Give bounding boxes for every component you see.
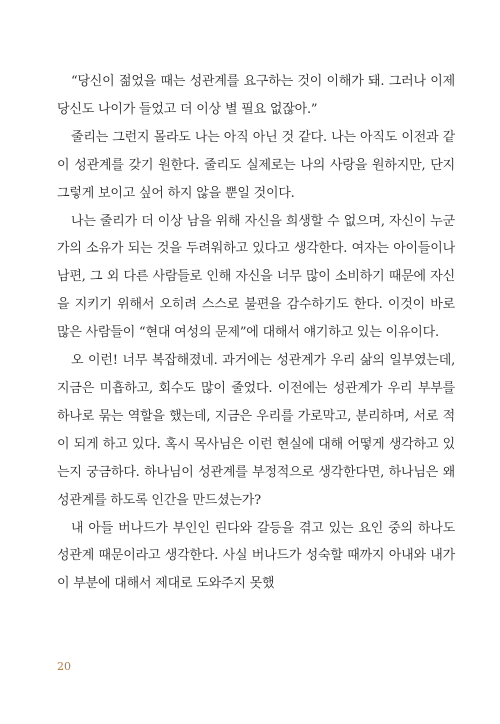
paragraph: 나는 줄리가 더 이상 남을 위해 자신을 희생할 수 없으며, 자신이 누군가의 소유가 되는 것을 두려워하고 있다고 생각한다. 여자는 아이들이나 남편, 그 외 다른 사람들로 인해 자신을 너무 많이 소비하기 때문에 자신을 지키기 위해서 오히려 스스로 불편을 감수하기도 한다. 이것이 바로 많은 사람들이 “현대 여성의 문제”에 대해서 얘기하고 있는 이유이다. [57,213,455,341]
paragraph: “당신이 젊었을 때는 성관계를 요구하는 것이 이해가 돼. 그러나 이제 당신도 나이가 들었고 더 이상 별 필요 없잖아.” [57,74,455,117]
paragraph: 줄리는 그런지 몰라도 나는 아직 아닌 것 같다. 나는 아직도 이전과 같이 성관계를 갖기 원한다. 줄리도 실제로는 나의 사랑을 원하지만, 단지 그렇게 보이고 싶어 하지 않을 뿐일 것이다. [57,129,455,201]
page-number: 20 [57,660,71,673]
body-text [57,68,455,598]
paragraph: 오 이런! 너무 복잡해졌네. 과거에는 성관계가 우리 삶의 일부였는데, 지금은 미흡하고, 회수도 많이 줄었다. 이전에는 성관계가 우리 부부를 하나로 묶는 역할을 했는데, 지금은 우리를 가로막고, 분리하며, 서로 적이 되게 하고 있다. 혹시 목사님은 이런 현실에 대해 어떻게 생각하고 있는지 궁금하다. 하나님이 성관계를 부정적으로 생각한다면, 하나님은 왜 성관계를 하도록 인간을 만드셨는가? [57,353,455,508]
paragraph: 내 아들 버나드가 부인인 린다와 갈등을 겪고 있는 요인 중의 하나도 성관계 때문이라고 생각한다. 사실 버나드가 성숙할 때까지 아내와 내가 이 부분에 대해서 제대로 도와주지 못했 [57,520,455,592]
